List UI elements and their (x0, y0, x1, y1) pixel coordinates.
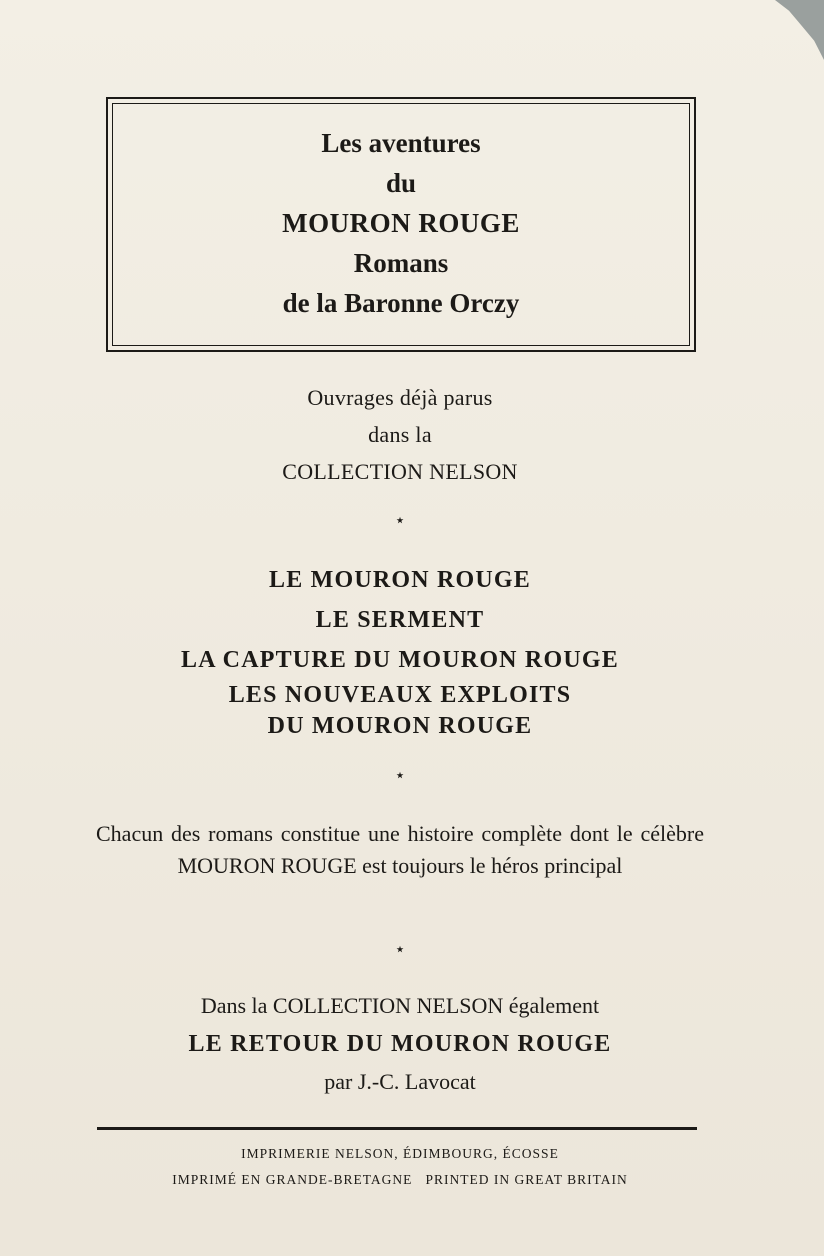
series-title-line-2: du (385, 168, 417, 198)
title-item-4: LES NOUVEAUX EXPLOITS (228, 682, 572, 708)
intro-line-2: dans la (368, 422, 432, 447)
title-list (0, 560, 800, 742)
star-separator-2: ⋆ (394, 765, 406, 785)
star-separator-1: ⋆ (394, 510, 406, 530)
also-available-title: LE RETOUR DU MOURON ROUGE (188, 1031, 612, 1057)
intro-line-1: Ouvrages déjà parus (307, 385, 493, 410)
title-item-5: DU MOURON ROUGE (267, 713, 533, 739)
torn-corner (754, 0, 824, 60)
title-item-2: LE SERMENT (315, 607, 485, 633)
title-item-1: LE MOURON ROUGE (268, 567, 531, 593)
series-title-box (106, 97, 696, 352)
series-title-line-1: Les aventures (321, 128, 481, 158)
title-item-3: LA CAPTURE DU MOURON ROUGE (181, 647, 619, 673)
printer-imprint (0, 1141, 800, 1193)
series-title-line-3: MOURON ROUGE (282, 208, 520, 238)
printer-line-1: IMPRIMERIE NELSON, ÉDIMBOURG, ÉCOSSE (241, 1146, 559, 1161)
series-title-line-4: Romans (353, 248, 449, 278)
intro-line-3: COLLECTION NELSON (282, 459, 518, 484)
also-available (0, 987, 800, 1101)
printer-line-2: IMPRIMÉ EN GRANDE-BRETAGNE PRINTED IN GREAT BRITAIN (172, 1172, 628, 1187)
star-separator-3: ⋆ (394, 939, 406, 959)
series-title-line-5: de la Baronne Orczy (282, 288, 520, 318)
also-available-author: par J.-C. Lavocat (324, 1069, 476, 1094)
also-available-line: Dans la COLLECTION NELSON également (200, 993, 600, 1018)
intro-text (0, 379, 800, 490)
series-title (108, 123, 694, 323)
divider-rule (97, 1127, 697, 1130)
description-text: Chacun des romans constitue une histoire complète dont le célèbre MOURON ROUGE est toujours le héros principal (96, 821, 704, 878)
